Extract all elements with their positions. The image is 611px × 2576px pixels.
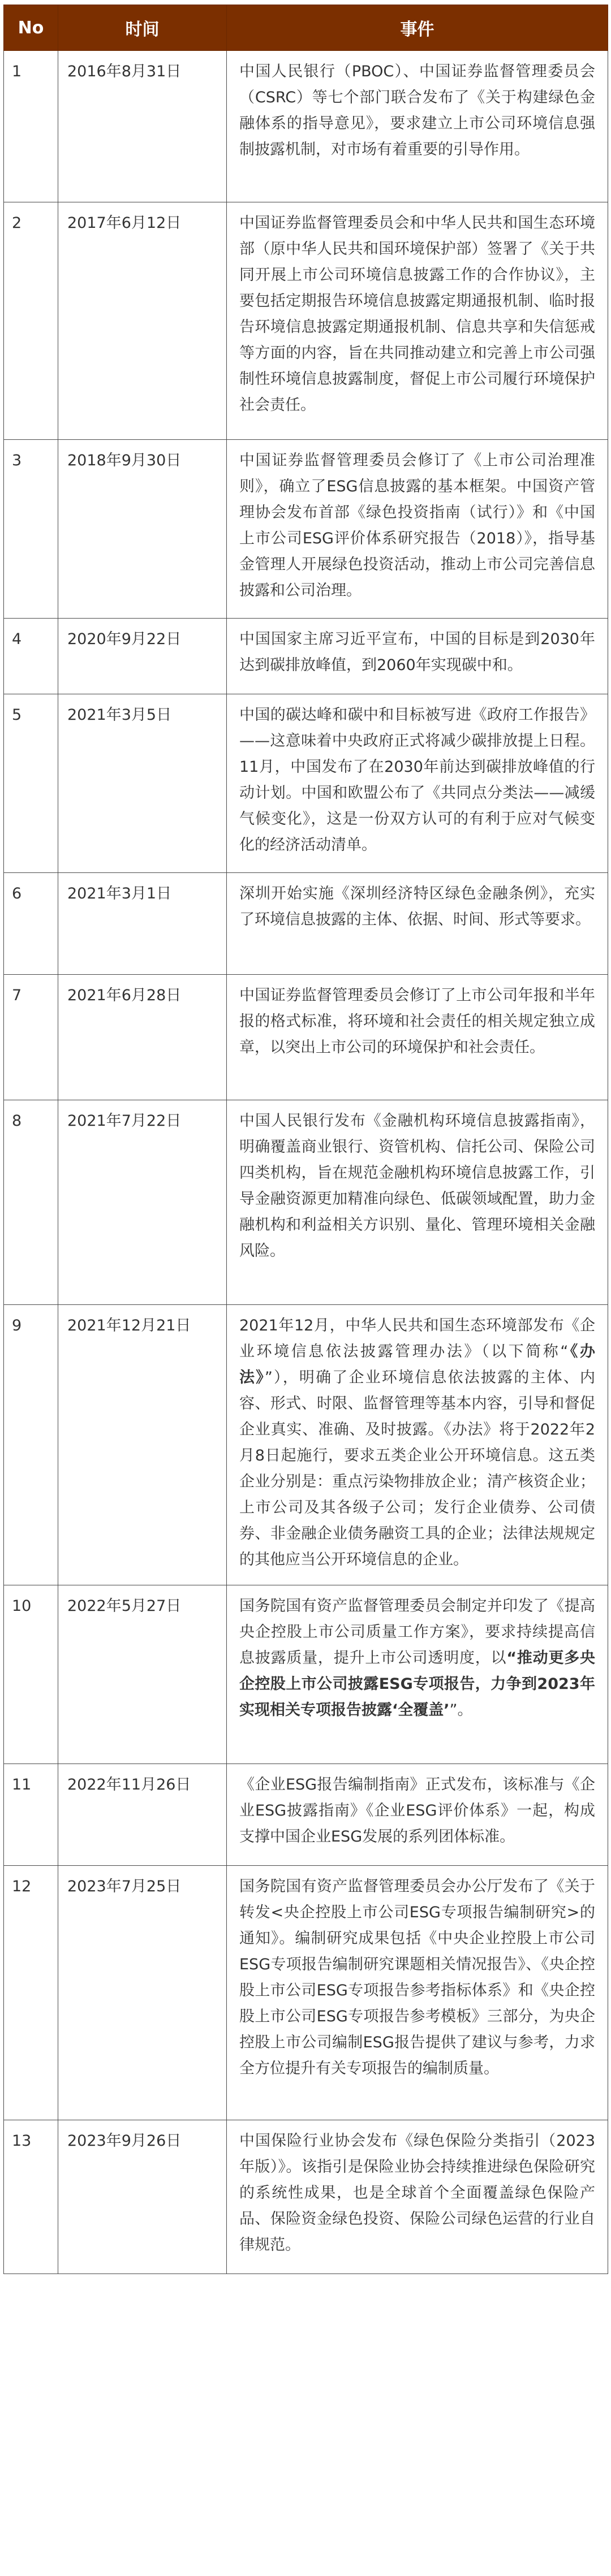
row-no: 1 [4,51,58,202]
event-text: 2021年12月，中华人民共和国生态环境部发布《企业环境信息依法披露管理办法》（以下简称“ [239,1317,595,1360]
row-no: 5 [4,694,58,873]
row-date: 2021年7月22日 [58,1100,227,1305]
row-date: 2021年6月28日 [58,975,227,1100]
table-row [4,1764,608,1866]
row-date: 2022年5月27日 [58,1585,227,1764]
row-event: 中国人民银行（PBOC）、中国证券监督管理委员会（CSRC）等七个部门联合发布了《关于构建绿色金融体系的指导意见》，要求建立上市公司环境信息强制披露机制，对市场有着重要的引导作用。 [227,51,608,202]
table-row [4,51,608,202]
row-date: 2018年9月30日 [58,440,227,619]
table-header [4,5,608,51]
row-date: 2022年11月26日 [58,1764,227,1866]
row-event: 深圳开始实施《深圳经济特区绿色金融条例》，充实了环境信息披露的主体、依据、时间、形式等要求。 [227,873,608,975]
row-event: 中国的碳达峰和碳中和目标被写进《政府工作报告》——这意味着中央政府正式将减少碳排放提上日程。11月，中国发布了在2030年前达到碳排放峰值的行动计划。中国和欧盟公布了《共同点分类法——减缓气候变化》，这是一份双方认可的有利于应对气候变化的经济活动清单。 [227,694,608,873]
event-highlight: 《办法》 [239,1343,596,1386]
table-row [4,1585,608,1764]
row-event: 中国国家主席习近平宣布，中国的目标是到2030年达到碳排放峰值，到2060年实现碳中和。 [227,619,608,694]
header-date: 时间 [58,5,227,51]
header-no: No [4,5,58,51]
row-event: 中国证券监督管理委员会修订了上市公司年报和半年报的格式标准，将环境和社会责任的相关规定独立成章，以突出上市公司的环境保护和社会责任。 [227,975,608,1100]
row-date: 2021年3月1日 [58,873,227,975]
row-no: 12 [4,1866,58,2120]
row-date: 2017年6月12日 [58,202,227,440]
events-table [3,5,608,2274]
event-text: 国务院国有资产监督管理委员会制定并印发了《提高央企控股上市公司质量工作方案》，要求持续提高信息披露质量，提升上市公司透明度，以 [239,1597,595,1667]
row-date: 2023年7月25日 [58,1866,227,2120]
row-no: 9 [4,1305,58,1585]
row-event [227,1585,608,1764]
table-row [4,975,608,1100]
event-text: ”），明确了企业环境信息依法披露的主体、内容、形式、时限、监督管理等基本内容，引导和督促企业真实、准确、及时披露。《办法》将于2022年2月8日起施行，要求五类企业公开环境信息。这五类企业分别是：重点污染物排放企业；清产核资企业；上市公司及其各级子公司；发行企业债券、公司债券、非金融企业债务融资工具的企业；法律法规规定的其他应当公开环境信息的企业。 [239,1369,595,1568]
table-body [4,51,608,2274]
row-date: 2021年12月21日 [58,1305,227,1585]
event-highlight: “推动更多央企控股上市公司披露ESG专项报告，力争到2023年实现相关专项报告披露‘全覆盖’ [239,1649,596,1719]
row-event: 中国证券监督管理委员会修订了《上市公司治理准则》，确立了ESG信息披露的基本框架。中国资产管理协会发布首部《绿色投资指南（试行）》和《中国上市公司ESG评价体系研究报告（2018）》，指导基金管理人开展绿色投资活动，推动上市公司完善信息披露和公司治理。 [227,440,608,619]
row-event [227,1305,608,1585]
header-event: 事件 [227,5,608,51]
row-no: 8 [4,1100,58,1305]
row-no: 11 [4,1764,58,1866]
table-row [4,1866,608,2120]
table-row [4,1305,608,1585]
row-event: 《企业ESG报告编制指南》正式发布，该标准与《企业ESG披露指南》《企业ESG评价体系》一起，构成支撑中国企业ESG发展的系列团体标准。 [227,1764,608,1866]
row-no: 4 [4,619,58,694]
row-no: 7 [4,975,58,1100]
header-row [4,5,608,51]
row-no: 2 [4,202,58,440]
table-row [4,619,608,694]
table-row [4,873,608,975]
row-event: 中国保险行业协会发布《绿色保险分类指引（2023年版）》。该指引是保险业协会持续推进绿色保险研究的系统性成果，也是全球首个全面覆盖绿色保险产品、保险资金绿色投资、保险公司绿色运营的行业自律规范。 [227,2120,608,2274]
table-row [4,440,608,619]
event-text: ”。 [449,1701,473,1719]
table-row [4,694,608,873]
row-date: 2021年3月5日 [58,694,227,873]
row-event: 中国人民银行发布《金融机构环境信息披露指南》，明确覆盖商业银行、资管机构、信托公司、保险公司四类机构，旨在规范金融机构环境信息披露工作，引导金融资源更加精准向绿色、低碳领域配置，助力金融机构和利益相关方识别、量化、管理环境相关金融风险。 [227,1100,608,1305]
row-no: 6 [4,873,58,975]
row-date: 2016年8月31日 [58,51,227,202]
row-event: 国务院国有资产监督管理委员会办公厅发布了《关于转发<央企控股上市公司ESG专项报告编制研究>的通知》。编制研究成果包括《中央企业控股上市公司ESG专项报告编制研究课题相关情况报告》、《央企控股上市公司ESG专项报告参考指标体系》和《央企控股上市公司ESG专项报告参考模板》三部分，为央企控股上市公司编制ESG报告提供了建议与参考，力求全方位提升有关专项报告的编制质量。 [227,1866,608,2120]
row-no: 3 [4,440,58,619]
table-row [4,202,608,440]
row-date: 2020年9月22日 [58,619,227,694]
table-row [4,1100,608,1305]
row-date: 2023年9月26日 [58,2120,227,2274]
row-no: 10 [4,1585,58,1764]
row-event: 中国证券监督管理委员会和中华人民共和国生态环境部（原中华人民共和国环境保护部）签署了《关于共同开展上市公司环境信息披露工作的合作协议》，主要包括定期报告环境信息披露定期通报机制、临时报告环境信息披露定期通报机制、信息共享和失信惩戒等方面的内容，旨在共同推动建立和完善上市公司强制性环境信息披露制度，督促上市公司履行环境保护社会责任。 [227,202,608,440]
table-row [4,2120,608,2274]
row-no: 13 [4,2120,58,2274]
